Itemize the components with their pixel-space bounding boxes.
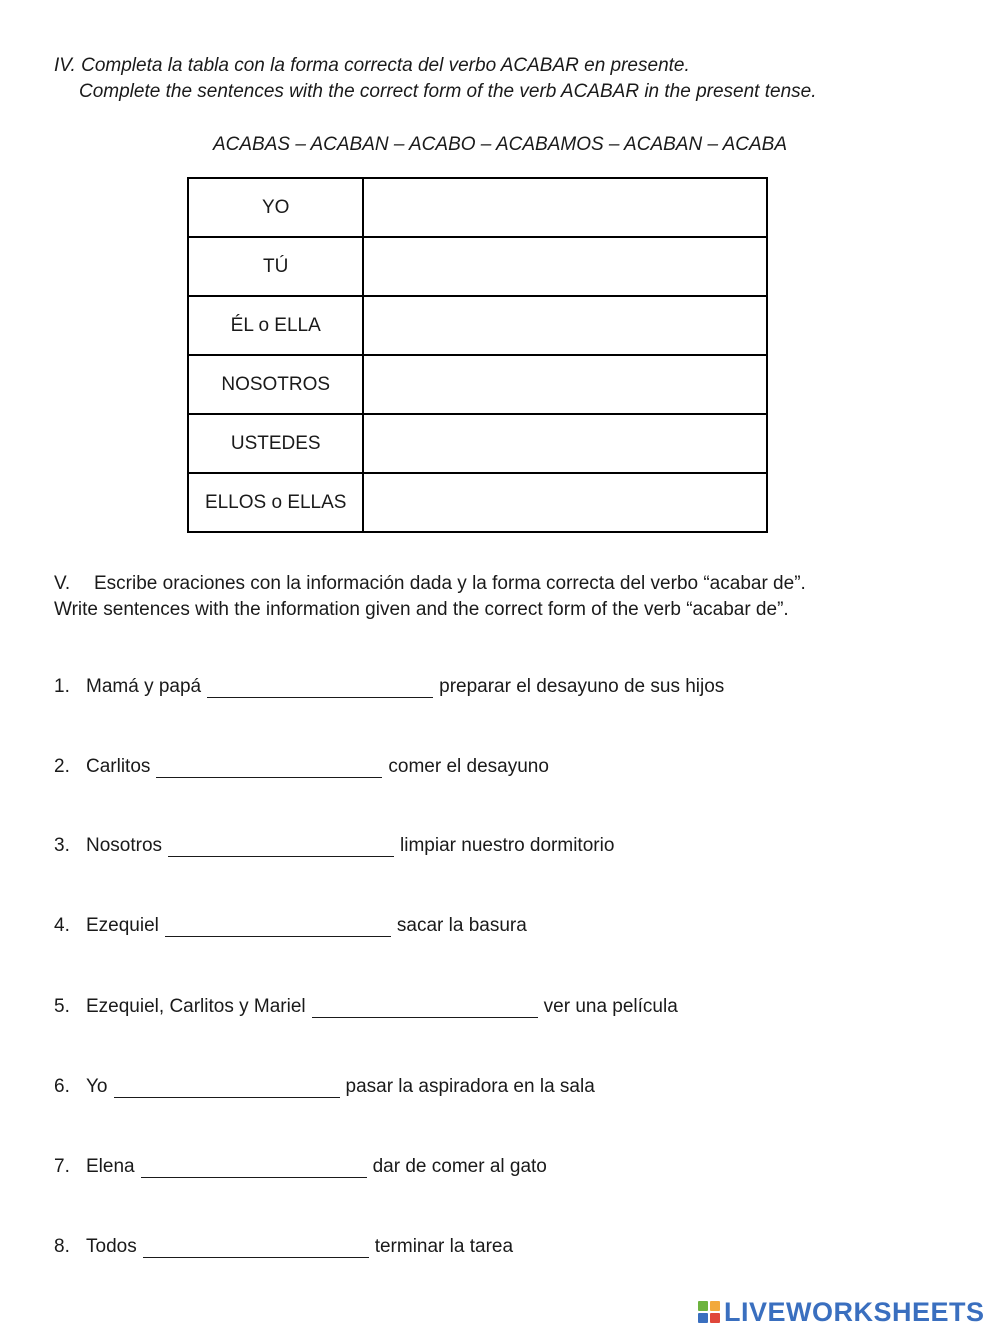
pronoun-cell: ELLOS o ELLAS: [188, 473, 363, 532]
table-row: [188, 296, 767, 355]
item-number: 3.: [54, 834, 70, 856]
pronoun-cell: NOSOTROS: [188, 355, 363, 414]
section4-instruction-es: IV. Completa la tabla con la forma correcta del verbo ACABAR en presente.: [54, 55, 690, 76]
list-item: [54, 914, 527, 937]
item-number: 6.: [54, 1075, 70, 1097]
table-row: [188, 473, 767, 532]
section5-instruction-es-text: Escribe oraciones con la información dada y la forma correcta del verbo “acabar de”.: [94, 573, 806, 594]
answer-input-tu[interactable]: [364, 238, 770, 295]
section5-instruction-en: Write sentences with the information given and the correct form of the verb “acabar de”.: [54, 599, 789, 620]
logo-text: LIVEWORKSHEETS: [724, 1296, 985, 1327]
item-rest: dar de comer al gato: [372, 1155, 547, 1177]
answer-input-yo[interactable]: [364, 179, 770, 236]
section5-number: V.: [54, 573, 71, 594]
answer-input-ustedes[interactable]: [364, 415, 770, 472]
list-item: [54, 1235, 513, 1258]
list-item: [54, 1075, 595, 1098]
pronoun-cell: TÚ: [188, 237, 363, 296]
blank-input-6[interactable]: [114, 1075, 340, 1098]
blank-input-8[interactable]: [143, 1235, 369, 1258]
word-bank: ACABAS – ACABAN – ACABO – ACABAMOS – ACABAN – ACABA: [212, 134, 788, 155]
answer-input-nosotros[interactable]: [364, 356, 770, 413]
list-item: [54, 995, 678, 1018]
table-row: [188, 237, 767, 296]
table-row: [188, 178, 767, 237]
liveworksheets-logo-icon: [698, 1301, 720, 1323]
item-number: 1.: [54, 675, 70, 697]
item-subject: Ezequiel: [86, 914, 159, 936]
item-subject: Mamá y papá: [86, 675, 202, 697]
section4-instruction-en: Complete the sentences with the correct form of the verb ACABAR in the present tense.: [79, 81, 817, 102]
liveworksheets-logo: [698, 1298, 985, 1326]
pronoun-cell: YO: [188, 178, 363, 237]
table-row: [188, 414, 767, 473]
item-rest: comer el desayuno: [388, 755, 549, 777]
blank-input-5[interactable]: [312, 995, 538, 1018]
list-item: [54, 1155, 547, 1178]
blank-input-3[interactable]: [168, 834, 394, 857]
item-number: 8.: [54, 1235, 70, 1257]
blank-input-4[interactable]: [165, 914, 391, 937]
answer-input-ellos-ellas[interactable]: [364, 474, 770, 531]
list-item: [54, 834, 614, 857]
list-item: [54, 755, 549, 778]
blank-input-7[interactable]: [141, 1155, 367, 1178]
item-number: 4.: [54, 914, 70, 936]
answer-input-el-ella[interactable]: [364, 297, 770, 354]
item-rest: preparar el desayuno de sus hijos: [439, 675, 725, 697]
item-rest: ver una película: [543, 995, 678, 1017]
list-item: [54, 675, 724, 698]
item-number: 7.: [54, 1155, 70, 1177]
pronoun-cell: USTEDES: [188, 414, 363, 473]
table-row: [188, 355, 767, 414]
item-subject: Todos: [86, 1235, 137, 1257]
item-subject: Ezequiel, Carlitos y Mariel: [86, 995, 306, 1017]
item-rest: terminar la tarea: [374, 1235, 514, 1257]
conjugation-table: [187, 177, 768, 533]
item-number: 5.: [54, 995, 70, 1017]
item-subject: Nosotros: [86, 834, 163, 856]
section5-instruction-es: [54, 573, 806, 595]
blank-input-2[interactable]: [156, 755, 382, 778]
item-subject: Carlitos: [86, 755, 151, 777]
item-rest: pasar la aspiradora en la sala: [345, 1075, 595, 1097]
item-rest: sacar la basura: [396, 914, 527, 936]
pronoun-cell: ÉL o ELLA: [188, 296, 363, 355]
item-number: 2.: [54, 755, 70, 777]
item-subject: Elena: [86, 1155, 135, 1177]
item-subject: Yo: [86, 1075, 108, 1097]
blank-input-1[interactable]: [207, 675, 433, 698]
item-rest: limpiar nuestro dormitorio: [400, 834, 615, 856]
